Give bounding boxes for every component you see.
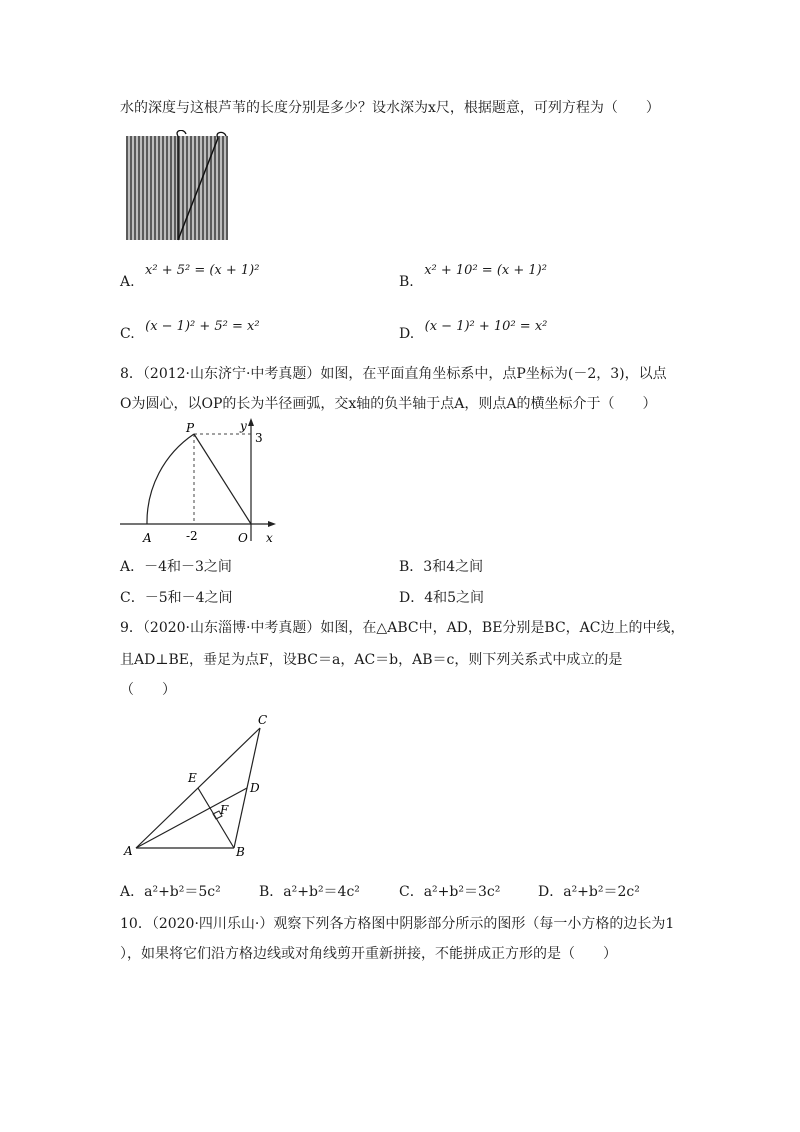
label-c: C	[258, 713, 268, 727]
y-axis-arrow	[248, 418, 254, 426]
option-expr: x² + 10² = (x + 1)²	[424, 263, 547, 278]
option-label: D.	[399, 326, 415, 342]
q9-option-b[interactable]: B．a²+b²＝4c²	[259, 884, 360, 900]
reed-figure	[126, 130, 230, 242]
label-3: 3	[255, 431, 263, 445]
q7-option-a[interactable]	[120, 263, 260, 293]
label-y: y	[240, 419, 247, 433]
q8-figure	[118, 416, 288, 550]
label-d: D	[250, 781, 260, 795]
option-label: A.	[120, 274, 135, 290]
q8-option-c[interactable]: C．－5和－4之间	[120, 590, 233, 606]
label-a: A	[143, 531, 152, 545]
option-label: C.	[120, 326, 135, 342]
label-a: A	[124, 844, 133, 858]
q8-option-d[interactable]: D．4和5之间	[399, 590, 485, 606]
q10-stem-line2: ），如果将它们沿方格边线或对角线剪开重新拼接，不能拼成正方形的是（ ）	[120, 946, 617, 962]
label-f: F	[220, 803, 229, 817]
q8-option-b[interactable]: B．3和4之间	[399, 559, 484, 575]
q9-option-a[interactable]: A．a²+b²＝5c²	[120, 884, 221, 900]
q8-option-a[interactable]: A．－4和－3之间	[120, 559, 232, 575]
q9-stem-line1: 9．（2020·山东淄博·中考真题）如图，在△ABC中，AD，BE分别是BC，AC边上的中线，	[120, 620, 685, 636]
q10-stem-line1: 10．（2020·四川乐山·）观察下列各方格图中阴影部分所示的图形（每一小方格的边长为1	[120, 916, 675, 932]
q7-stem: 水的深度与这根芦苇的长度分别是多少？设水深为x尺，根据题意，可列方程为（ ）	[120, 100, 660, 116]
q9-option-d[interactable]: D．a²+b²＝2c²	[538, 884, 640, 900]
q9-figure	[120, 710, 280, 860]
q7-option-c[interactable]	[120, 319, 260, 345]
q7-option-d[interactable]	[399, 319, 548, 345]
q8-stem-line1: 8．（2012·山东济宁·中考真题）如图，在平面直角坐标系中，点P坐标为(－2，3)，以点	[120, 366, 667, 382]
q9-option-c[interactable]: C．a²+b²＝3c²	[399, 884, 501, 900]
label-b: B	[236, 845, 245, 859]
segment-op	[194, 434, 251, 524]
median-be	[198, 788, 234, 848]
label-e: E	[188, 771, 197, 785]
label-neg2: -2	[186, 529, 198, 543]
q9-stem-line2: 且AD⊥BE，垂足为点F，设BC＝a，AC＝b，AB＝c，则下列关系式中成立的是	[120, 652, 623, 668]
arc-pa	[147, 434, 194, 524]
q9-stem-line3: （ ）	[120, 682, 176, 698]
label-x: x	[266, 531, 273, 545]
label-p: P	[186, 421, 195, 435]
median-ad	[136, 788, 247, 848]
q8-stem-line2: O为圆心，以OP的长为半径画弧，交x轴的负半轴于点A，则点A的横坐标介于（ ）	[120, 396, 657, 412]
q7-option-b[interactable]	[399, 263, 547, 293]
option-expr: (x − 1)² + 5² = x²	[145, 319, 260, 334]
reed-tip-left	[177, 130, 186, 136]
x-axis-arrow	[268, 521, 276, 527]
option-expr: (x − 1)² + 10² = x²	[424, 319, 548, 334]
option-label: B.	[399, 274, 414, 290]
label-o: O	[238, 531, 248, 545]
option-expr: x² + 5² = (x + 1)²	[145, 263, 260, 278]
